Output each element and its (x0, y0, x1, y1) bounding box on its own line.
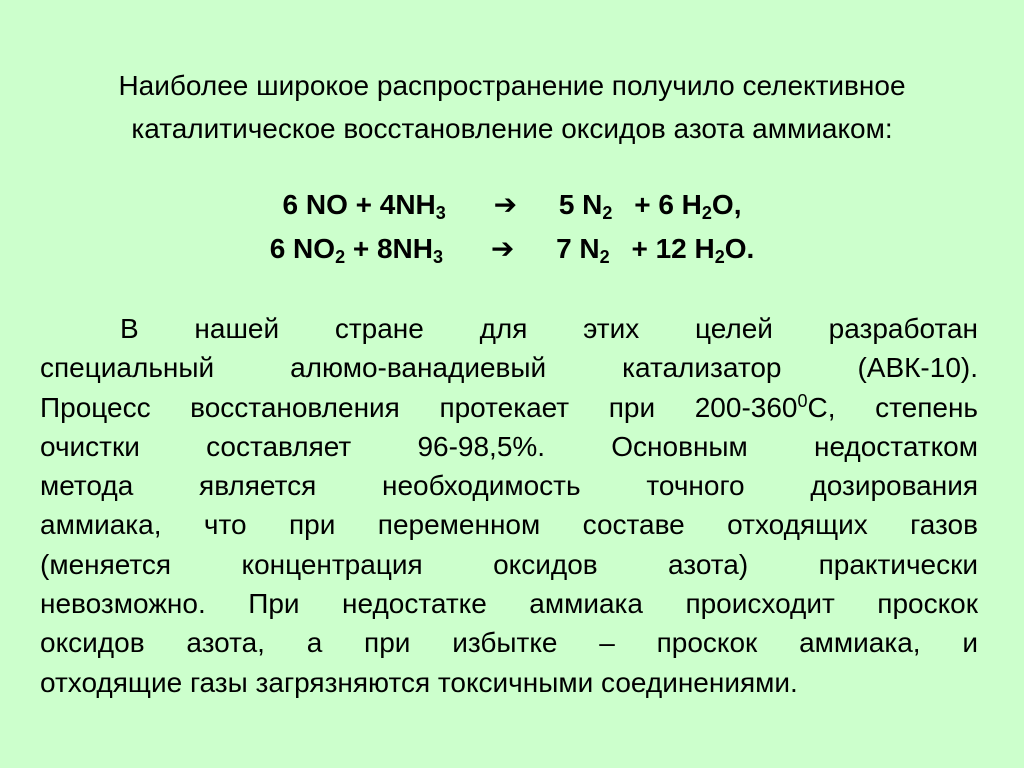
eq-rhs: 5 N (558, 189, 603, 220)
eq-subscript: 2 (701, 203, 712, 223)
paragraph-line: (меняется концентрация оксидов азота) практически (40, 548, 978, 580)
paragraph-line: аммиака, что при переменном составе отходящих газов (40, 509, 978, 541)
eq-rhs: 7 N (556, 233, 600, 264)
intro-text (40, 64, 984, 150)
eq-lhs: 6 NO + 4NH (282, 189, 436, 220)
eq-rhs: O, (711, 189, 742, 220)
paragraph-line: оксидов азота, а при избытке – проскок аммиака, и (40, 627, 978, 659)
paragraph-text: С, степень (807, 391, 978, 423)
paragraph-line: специальный алюмо-ванадиевый катализатор (АВК-10). (40, 352, 978, 384)
paragraph-line: невозможно. При недостатке аммиака происходит проскок (40, 588, 978, 620)
eq-subscript: 3 (435, 203, 446, 223)
eq-subscript: 2 (599, 247, 610, 267)
paragraph-line: очистки составляет 96-98,5%. Основным недостатком (40, 430, 978, 462)
eq-subscript: 2 (602, 203, 613, 223)
intro-line: Наиболее широкое распространение получило селективное (118, 70, 906, 101)
body-paragraph (40, 309, 978, 702)
equation-no2 (0, 227, 1024, 271)
eq-subscript: 2 (714, 247, 725, 267)
paragraph-line: В нашей стране для этих целей разработан (120, 313, 978, 344)
paragraph-line: отходящие газы загрязняются токсичными соединениями. (40, 666, 798, 698)
superscript: 0 (797, 390, 808, 411)
equation-no (0, 183, 1024, 227)
intro-line: каталитическое восстановление оксидов азота аммиаком: (131, 113, 893, 144)
eq-rhs: + 12 H (631, 233, 715, 264)
paragraph-line (40, 388, 978, 427)
eq-rhs: O. (724, 233, 755, 264)
arrow-right-icon: ➔ (493, 189, 518, 220)
eq-lhs: + 8NH (345, 233, 434, 264)
reaction-equations (0, 183, 1024, 271)
eq-subscript: 2 (335, 247, 346, 267)
paragraph-line: метода является необходимость точного дозирования (40, 470, 978, 502)
eq-rhs: + 6 H (634, 189, 702, 220)
arrow-right-icon: ➔ (490, 233, 515, 264)
paragraph-text: Процесс восстановления протекает при 200-360 (40, 391, 798, 423)
eq-lhs: 6 NO (269, 233, 336, 264)
eq-subscript: 3 (433, 247, 444, 267)
